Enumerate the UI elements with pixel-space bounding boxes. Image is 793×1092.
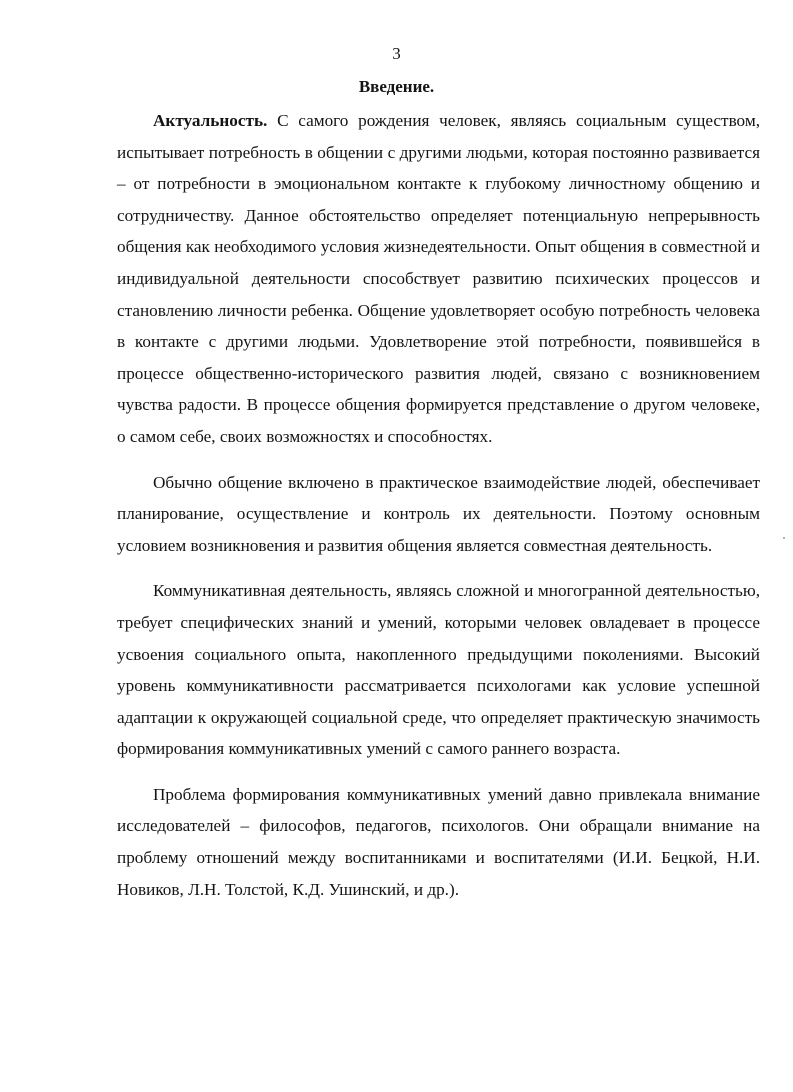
scan-speck — [783, 537, 785, 539]
paragraph-text: С самого рождения человек, являясь социальным существом, испытывает потребность в общении с другими людьми, которая постоянно развивается – от потребности в эмоциональном контакте к глубокому личностному общению и сотрудничеству. Данное обстоятельство определяет потенциальную непрерывность общения как необходимого условия жизнедеятельности. Опыт общения в совместной и индивидуальной деятельности способствует развитию психических процессов и становлению личности ребенка. Общение удовлетворяет особую потребность человека в контакте с другими людьми. Удовлетворение этой потребности, появившейся в процессе общественно-исторического развития людей, связано с возникновением чувства радости. В процессе общения формируется представление о другом человеке, о самом себе, своих возможностях и способностях. — [117, 111, 760, 446]
section-title: Введение. — [358, 77, 435, 96]
paragraph-communicative-skills: Коммуникативная деятельность, являясь сложной и многогранной деятельностью, требует специфических знаний и умений, которыми человек овладевает в процессе усвоения социального опыта, накопленного предыдущими поколениями. Высокий уровень коммуникативности рассматривается психологами как условие успешной адаптации к окружающей социальной среде, что определяет практическую значимость формирования коммуникативных умений с самого раннего возраста. — [117, 581, 760, 759]
body-text — [117, 105, 760, 905]
page-number: 3 — [392, 44, 401, 63]
paragraph-relevance — [117, 105, 760, 453]
paragraph-research-problem: Проблема формирования коммуникативных умений давно привлекала внимание исследователей – философов, педагогов, психологов. Они обращали внимание на проблему отношений между воспитанниками и воспитателями (И.И. Бецкой, Н.И. Новиков, Л.Н. Толстой, К.Д. Ушинский, и др.). — [117, 784, 760, 899]
paragraph-communication-activity: Обычно общение включено в практическое взаимодействие людей, обеспечивает планирование, осуществление и контроль их деятельности. Поэтому основным условием возникновения и развития общения является совместная деятельность. — [117, 472, 760, 555]
paragraph-lead-relevance: Актуальность. — [153, 111, 268, 130]
